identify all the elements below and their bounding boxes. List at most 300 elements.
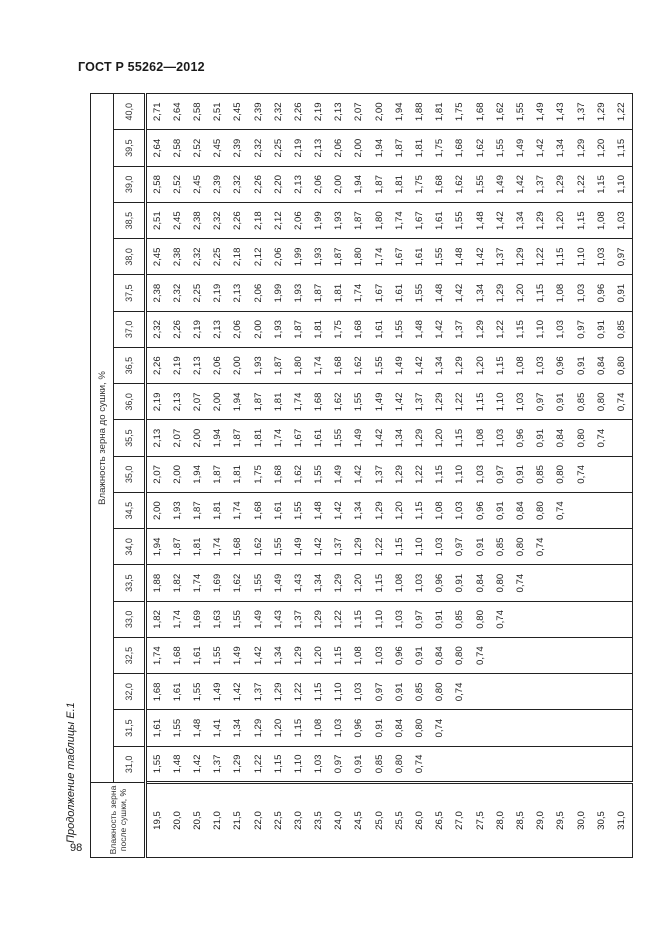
table-cell	[611, 420, 632, 456]
table-cell: 2,39	[208, 166, 228, 202]
table-cell: 1,75	[450, 94, 470, 131]
table-cell: 1,67	[369, 275, 389, 311]
table-cell: 1,43	[268, 601, 288, 637]
column-header: 32,5	[114, 638, 146, 674]
table-row	[470, 94, 490, 858]
table-cell: 1,08	[309, 710, 329, 746]
table-cell: 1,49	[349, 420, 369, 456]
table-cell: 2,52	[187, 130, 207, 166]
table-cell: 1,15	[611, 130, 632, 166]
table-cell: 1,15	[409, 493, 429, 529]
table-row	[146, 94, 168, 858]
table-cell: 1,42	[187, 746, 207, 782]
table-cell: 0,96	[349, 710, 369, 746]
row-label: 27,5	[470, 783, 490, 858]
table-cell: 1,55	[329, 420, 349, 456]
table-cell: 1,94	[187, 456, 207, 492]
table-cell: 1,22	[490, 311, 510, 347]
table-cell: 2,07	[187, 384, 207, 420]
table-cell: 0,74	[430, 710, 450, 746]
table-row	[268, 94, 288, 858]
row-label: 20,5	[187, 783, 207, 858]
table-cell	[571, 565, 591, 601]
table-cell: 0,74	[409, 746, 429, 782]
table-cell: 1,08	[510, 348, 530, 384]
table-cell: 2,19	[288, 130, 308, 166]
table-cell: 1,08	[349, 638, 369, 674]
table-cell: 1,41	[208, 710, 228, 746]
table-cell: 2,38	[187, 203, 207, 239]
table-cell: 1,34	[470, 275, 490, 311]
table-cell: 1,63	[208, 601, 228, 637]
table-cell: 1,74	[187, 565, 207, 601]
table-cell	[510, 638, 530, 674]
table-cell	[470, 710, 490, 746]
table-cell: 1,29	[349, 529, 369, 565]
table-cell: 1,48	[430, 275, 450, 311]
table-cell: 2,26	[167, 311, 187, 347]
table-cell: 2,19	[309, 94, 329, 131]
page-number: 98	[70, 842, 83, 854]
table-cell: 2,45	[187, 166, 207, 202]
table-cell: 1,22	[248, 746, 268, 782]
table-cell: 0,80	[591, 384, 611, 420]
table-cell: 1,10	[450, 456, 470, 492]
table-cell: 1,62	[228, 565, 248, 601]
table-cell: 1,82	[146, 601, 168, 637]
table-cell: 1,74	[309, 348, 329, 384]
table-cell	[611, 601, 632, 637]
row-label: 28,0	[490, 783, 510, 858]
table-cell: 1,62	[288, 456, 308, 492]
table-cell: 0,91	[551, 384, 571, 420]
table-cell: 1,87	[208, 456, 228, 492]
table-cell: 1,20	[591, 130, 611, 166]
table-cell: 0,97	[409, 601, 429, 637]
table-cell: 1,93	[248, 348, 268, 384]
table-row	[611, 94, 632, 858]
table-cell: 1,62	[248, 529, 268, 565]
row-label: 31,0	[611, 783, 632, 858]
table-cell: 1,37	[450, 311, 470, 347]
table-cell: 1,22	[571, 166, 591, 202]
table-cell: 1,10	[409, 529, 429, 565]
table-cell: 1,08	[389, 565, 409, 601]
table-cell: 2,64	[146, 130, 168, 166]
table-cell	[551, 565, 571, 601]
column-header: 35,5	[114, 420, 146, 456]
table-cell: 1,08	[591, 203, 611, 239]
table-cell: 1,74	[228, 493, 248, 529]
table-cell: 2,00	[329, 166, 349, 202]
table-cell: 2,13	[288, 166, 308, 202]
table-cell: 1,42	[430, 311, 450, 347]
table-row	[248, 94, 268, 858]
table-cell	[591, 565, 611, 601]
table-cell: 1,15	[369, 565, 389, 601]
table-cell	[531, 710, 551, 746]
table-cell: 1,68	[146, 674, 168, 710]
table-cell: 2,00	[167, 456, 187, 492]
column-header: 36,0	[114, 384, 146, 420]
table-cell: 1,10	[531, 311, 551, 347]
table-cell: 1,55	[167, 710, 187, 746]
table-row	[167, 94, 187, 858]
table-cell: 1,55	[369, 348, 389, 384]
table-cell: 2,06	[329, 130, 349, 166]
table-cell: 1,94	[349, 166, 369, 202]
table-cell: 2,52	[167, 166, 187, 202]
table-cell: 2,38	[146, 275, 168, 311]
table-cell: 1,80	[288, 348, 308, 384]
table-cell: 1,62	[329, 384, 349, 420]
table-cell: 1,42	[349, 456, 369, 492]
table-cell: 0,74	[510, 565, 530, 601]
table-row	[430, 94, 450, 858]
table-cell: 0,85	[571, 384, 591, 420]
table-cell: 1,61	[167, 674, 187, 710]
table-cell: 1,48	[309, 493, 329, 529]
table-cell: 1,69	[208, 565, 228, 601]
table-cell: 1,68	[349, 311, 369, 347]
table-cell: 0,80	[409, 710, 429, 746]
table-cell: 1,49	[389, 348, 409, 384]
table-cell	[591, 456, 611, 492]
table-cell: 2,06	[208, 348, 228, 384]
table-cell: 1,94	[369, 130, 389, 166]
table-cell: 1,74	[167, 601, 187, 637]
table-cell: 1,49	[510, 130, 530, 166]
table-cell	[510, 601, 530, 637]
moisture-table	[90, 93, 633, 858]
table-cell: 1,87	[389, 130, 409, 166]
table-cell: 0,80	[470, 601, 490, 637]
table-cell: 0,97	[531, 384, 551, 420]
table-cell	[450, 746, 470, 782]
column-header: 32,0	[114, 674, 146, 710]
table-cell: 0,85	[490, 529, 510, 565]
table-cell: 2,26	[146, 348, 168, 384]
row-label: 20,0	[167, 783, 187, 858]
table-cell: 1,42	[510, 166, 530, 202]
table-cell: 1,68	[268, 456, 288, 492]
table-cell: 1,34	[551, 130, 571, 166]
column-header: 38,0	[114, 239, 146, 275]
column-header: 35,0	[114, 456, 146, 492]
table-cell	[510, 710, 530, 746]
table-cell: 0,84	[510, 493, 530, 529]
table-cell: 0,96	[591, 275, 611, 311]
table-cell: 2,19	[187, 311, 207, 347]
table-cell: 2,00	[208, 384, 228, 420]
table-cell: 1,08	[470, 420, 490, 456]
table-cell: 1,29	[510, 239, 530, 275]
table-cell: 1,55	[187, 674, 207, 710]
table-cell: 1,49	[531, 94, 551, 131]
table-cell	[611, 529, 632, 565]
table-cell: 1,29	[268, 674, 288, 710]
table-cell: 1,15	[309, 674, 329, 710]
table-cell: 1,81	[409, 130, 429, 166]
table-cell: 1,68	[167, 638, 187, 674]
table-cell: 1,62	[349, 348, 369, 384]
table-cell: 1,10	[571, 239, 591, 275]
column-header: 36,5	[114, 348, 146, 384]
table-cell: 1,20	[268, 710, 288, 746]
table-cell: 1,48	[450, 239, 470, 275]
table-cell: 1,48	[409, 311, 429, 347]
table-cell: 1,15	[329, 638, 349, 674]
table-cell: 0,85	[450, 601, 470, 637]
table-cell: 1,03	[591, 239, 611, 275]
row-label: 25,5	[389, 783, 409, 858]
table-cell: 2,19	[146, 384, 168, 420]
table-cell: 1,29	[329, 565, 349, 601]
table-cell: 1,81	[329, 275, 349, 311]
table-cell: 1,55	[228, 601, 248, 637]
table-cell: 1,20	[309, 638, 329, 674]
table-cell: 1,61	[409, 239, 429, 275]
table-cell: 0,74	[591, 420, 611, 456]
table-cell: 1,75	[248, 456, 268, 492]
table-cell: 1,99	[268, 275, 288, 311]
table-cell: 0,84	[551, 420, 571, 456]
table-cell: 0,91	[470, 529, 490, 565]
table-cell	[510, 674, 530, 710]
table-cell: 1,03	[430, 529, 450, 565]
table-cell: 1,42	[369, 420, 389, 456]
table-cell: 1,42	[490, 203, 510, 239]
table-cell: 2,25	[187, 275, 207, 311]
table-cell: 2,51	[146, 203, 168, 239]
table-cell: 1,82	[167, 565, 187, 601]
table-cell: 0,96	[510, 420, 530, 456]
row-label: 29,0	[531, 783, 551, 858]
table-cell	[591, 710, 611, 746]
table-cell: 1,42	[309, 529, 329, 565]
table-cell: 1,55	[349, 384, 369, 420]
table-row	[571, 94, 591, 858]
table-cell: 1,03	[450, 493, 470, 529]
table-cell: 1,49	[288, 529, 308, 565]
table-cell: 2,39	[228, 130, 248, 166]
table-cell: 0,74	[571, 456, 591, 492]
table-cell: 2,18	[228, 239, 248, 275]
table-cell: 1,37	[248, 674, 268, 710]
table-cell: 1,22	[531, 239, 551, 275]
table-cell: 1,34	[389, 420, 409, 456]
table-cell: 1,68	[248, 493, 268, 529]
table-cell	[591, 674, 611, 710]
row-label: 26,0	[409, 783, 429, 858]
table-cell: 0,74	[611, 384, 632, 420]
table-cell: 2,13	[167, 384, 187, 420]
table-cell: 0,91	[430, 601, 450, 637]
table-cell: 1,37	[208, 746, 228, 782]
table-cell: 1,03	[409, 565, 429, 601]
table-cell: 1,22	[611, 94, 632, 131]
table-cell: 2,32	[208, 203, 228, 239]
table-cell: 0,80	[551, 456, 571, 492]
table-row	[208, 94, 228, 858]
table-cell: 1,87	[228, 420, 248, 456]
row-label: 30,5	[591, 783, 611, 858]
table-cell: 1,49	[369, 384, 389, 420]
table-cell: 1,55	[470, 166, 490, 202]
table-cell: 1,29	[409, 420, 429, 456]
table-cell: 0,74	[450, 674, 470, 710]
table-cell: 0,97	[369, 674, 389, 710]
table-cell	[531, 746, 551, 782]
table-cell: 2,25	[268, 130, 288, 166]
table-cell: 1,42	[450, 275, 470, 311]
table-cell: 2,51	[208, 94, 228, 131]
table-cell: 2,07	[146, 456, 168, 492]
table-cell	[430, 746, 450, 782]
table-cell: 1,55	[450, 203, 470, 239]
table-cell	[571, 529, 591, 565]
column-header: 39,0	[114, 166, 146, 202]
table-cell: 2,00	[349, 130, 369, 166]
table-cell: 1,74	[208, 529, 228, 565]
table-cell: 0,85	[611, 311, 632, 347]
table-cell: 1,55	[430, 239, 450, 275]
table-cell: 1,81	[248, 420, 268, 456]
table-cell: 1,99	[309, 203, 329, 239]
table-cell: 1,55	[510, 94, 530, 131]
table-cell: 1,87	[369, 166, 389, 202]
table-cell: 2,32	[268, 94, 288, 131]
table-cell: 1,15	[510, 311, 530, 347]
table-cell: 2,64	[167, 94, 187, 131]
table-cell: 1,03	[490, 420, 510, 456]
table-cell: 1,61	[187, 638, 207, 674]
table-cell: 1,93	[288, 275, 308, 311]
table-cell: 2,13	[208, 311, 228, 347]
table-cell: 1,03	[551, 311, 571, 347]
table-cell: 1,87	[268, 348, 288, 384]
row-header-label: Влажность зерна после сушки, %	[91, 783, 146, 858]
table-cell: 1,68	[470, 94, 490, 131]
table-cell: 1,42	[329, 493, 349, 529]
table-cell: 1,61	[389, 275, 409, 311]
table-cell	[611, 493, 632, 529]
table-cell: 1,29	[470, 311, 490, 347]
table-cell: 1,87	[329, 239, 349, 275]
table-cell: 1,20	[470, 348, 490, 384]
column-header: 33,5	[114, 565, 146, 601]
table-cell: 1,74	[389, 203, 409, 239]
table-cell: 2,06	[248, 275, 268, 311]
table-cell: 1,34	[268, 638, 288, 674]
table-cell: 1,37	[288, 601, 308, 637]
table-cell: 2,32	[187, 239, 207, 275]
table-cell	[470, 746, 490, 782]
table-cell: 1,74	[268, 420, 288, 456]
table-cell: 1,81	[228, 456, 248, 492]
table-row	[288, 94, 308, 858]
table-cell	[450, 710, 470, 746]
table-cell: 1,34	[309, 565, 329, 601]
table-cell: 2,32	[228, 166, 248, 202]
table-cell: 0,96	[389, 638, 409, 674]
table-cell: 1,03	[329, 710, 349, 746]
table-cell: 1,74	[369, 239, 389, 275]
column-header: 40,0	[114, 94, 146, 131]
table-cell: 0,80	[389, 746, 409, 782]
table-cell: 1,03	[389, 601, 409, 637]
table-cell: 1,34	[349, 493, 369, 529]
table-cell: 1,49	[228, 638, 248, 674]
table-cell: 0,84	[470, 565, 490, 601]
table-cell: 2,18	[248, 203, 268, 239]
table-cell: 1,43	[551, 94, 571, 131]
table-cell: 0,91	[389, 674, 409, 710]
table-cell: 1,29	[551, 166, 571, 202]
table-cell: 1,15	[450, 420, 470, 456]
table-cell: 2,26	[288, 94, 308, 131]
table-cell: 0,80	[611, 348, 632, 384]
table-cell: 1,61	[309, 420, 329, 456]
table-cell: 2,58	[167, 130, 187, 166]
table-cell: 2,20	[268, 166, 288, 202]
table-cell: 1,55	[146, 746, 168, 782]
row-label: 22,5	[268, 783, 288, 858]
table-cell: 2,45	[146, 239, 168, 275]
row-label: 24,5	[349, 783, 369, 858]
table-cell	[470, 674, 490, 710]
row-label: 25,0	[369, 783, 389, 858]
table-cell: 1,74	[349, 275, 369, 311]
table-cell: 2,13	[228, 275, 248, 311]
table-cell: 0,91	[591, 311, 611, 347]
table-cell: 0,97	[490, 456, 510, 492]
table-cell: 1,08	[430, 493, 450, 529]
table-cell: 1,48	[167, 746, 187, 782]
table-cell: 2,00	[248, 311, 268, 347]
table-cell	[490, 674, 510, 710]
table-cell	[571, 601, 591, 637]
table-cell: 1,29	[309, 601, 329, 637]
row-label: 23,5	[309, 783, 329, 858]
table-cell	[571, 638, 591, 674]
table-cell	[571, 674, 591, 710]
table-cell: 0,85	[409, 674, 429, 710]
table-cell: 0,80	[531, 493, 551, 529]
row-label: 21,5	[228, 783, 248, 858]
table-cell: 1,99	[288, 239, 308, 275]
table-cell: 1,03	[309, 746, 329, 782]
table-cell: 0,91	[571, 348, 591, 384]
table-cell	[531, 638, 551, 674]
table-cell: 1,15	[389, 529, 409, 565]
table-cell: 1,37	[409, 384, 429, 420]
table-cell: 1,68	[309, 384, 329, 420]
table-row	[369, 94, 389, 858]
table-cell: 1,55	[288, 493, 308, 529]
table-cell: 1,37	[571, 94, 591, 131]
table-cell: 1,15	[470, 384, 490, 420]
table-cell: 0,74	[470, 638, 490, 674]
table-cell: 1,49	[208, 674, 228, 710]
document-header: ГОСТ Р 55262—2012	[78, 60, 205, 74]
table-cell: 1,29	[490, 275, 510, 311]
table-cell: 1,55	[208, 638, 228, 674]
row-label: 23,0	[288, 783, 308, 858]
table-cell: 0,91	[349, 746, 369, 782]
table-cell	[611, 746, 632, 782]
table-cell: 2,13	[146, 420, 168, 456]
